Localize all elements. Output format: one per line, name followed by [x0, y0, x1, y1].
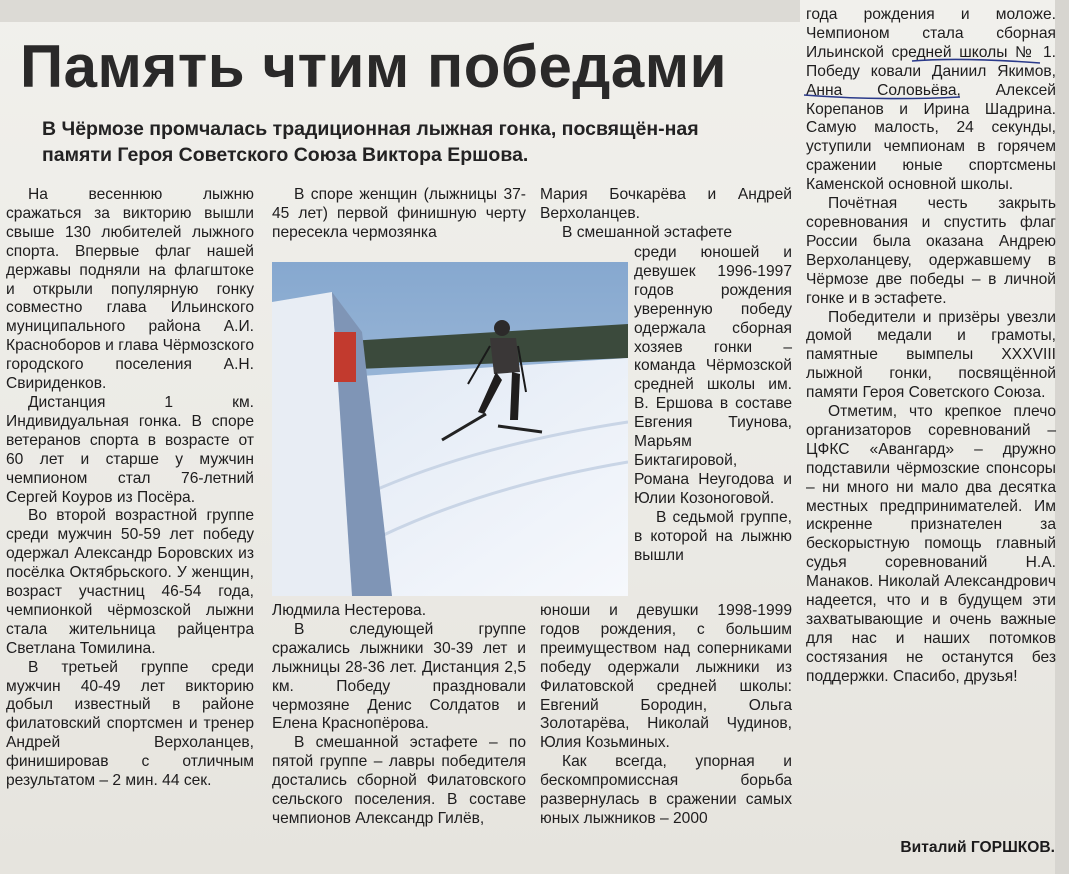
- paragraph: На весеннюю лыжню сражаться за викторию вышли свыше 130 любителей лыжного спорта. Впервые флаг нашей державы подняли на флагштоке и открыли популярную гонку совместно глава Ильинского муниципального района А.И. Красноборов и глава Чёрмозского городского поселения А.Н. Свириденков.: [6, 186, 254, 393]
- paragraph: Мария Бочкарёва и Андрей Верхоланцев.: [540, 186, 792, 222]
- paragraph: В смешанной эстафете: [562, 223, 733, 241]
- paragraph: В следующей группе сражались лыжники 30-39 лет и лыжницы 28-36 лет. Дистанция 2,5 км. Победу праздновали чермозяне Денис Солдатов и Елена Краснопёрова.: [272, 620, 526, 733]
- author-byline: Виталий ГОРШКОВ.: [900, 839, 1055, 856]
- paragraph: Дистанция 1 км. Индивидуальная гонка. В споре ветеранов спорта в возрасте от 60 лет и старше у мужчин чемпионом стал 76-летний Сергей Коуров из Посёра.: [6, 393, 254, 506]
- paragraph: юноши и девушки 1998-1999 годов рождения, с большим преимуществом над соперниками победу одержали лыжники из Филатовской средней школы: Евгений Бородин, Ольга Золотарёва, Николай Чудинов, Юлия Козьминых.: [540, 602, 792, 752]
- column-1: [6, 186, 254, 791]
- paragraph: Почётная честь закрыть соревнования и спустить флаг России была оказана Андрею Верхоланцеву, одержавшему в Чёрмозе две победы – в личной гонке и в эстафете.: [806, 195, 1056, 307]
- paragraph: среди юношей и девушек 1996-1997 годов рождения уверенную победу одержала сборная хозяев гонки – команда Чёрмозской средней школы им. В. Ершова в составе Евгения Тиунова, Марьям Биктагировой, Романа Неугодова и Юлии Козоноговой.: [634, 244, 792, 507]
- paragraph: Победители и призёры увезли домой медали и грамоты, памятные вымпелы XXXVIII лыжной гонки, посвящённой памяти Героя Советского Союза.: [806, 308, 1056, 402]
- scan-edge-right: [1055, 0, 1069, 874]
- column-2-bottom: [272, 602, 526, 829]
- skier-photo: [272, 262, 628, 596]
- paragraph: В споре женщин (лыжницы 37-45 лет) первой финишную черту пересекла чермозянка: [272, 186, 526, 241]
- column-2-top: [272, 186, 526, 243]
- pen-underline-marks: [800, 55, 1060, 105]
- paragraph: В третьей группе среди мужчин 40-49 лет викторию добыл известный в районе филатовский спортсмен и тренер Андрей Верхоланцев, финишировав с отличным результатом – 2 мин. 44 сек.: [6, 658, 254, 790]
- paragraph: В седьмой группе, в которой на лыжню вышли: [634, 508, 792, 564]
- paragraph: Во второй возрастной группе среди мужчин 50-59 лет победу одержал Александр Боровских из посёлка Октябрьского. У женщин, возраст участниц 46-54 года, чемпионкой чёрмозской лыжни стала жительница райцентра Светлана Томилина.: [6, 507, 254, 657]
- skier-illustration: [272, 262, 628, 596]
- scan-edge-top: [0, 0, 800, 22]
- paragraph: Людмила Нестерова.: [272, 602, 427, 619]
- column-3-wrap: [634, 244, 792, 565]
- paragraph: Как всегда, упорная и бескомпромиссная борьба развернулась в сражении самых юных лыжников – 2000: [540, 753, 792, 827]
- paragraph: года рождения и моложе. Чемпионом стала сборная Ильинской средней школы № 1. Победу ковали Даниил Якимов, Анна Соловьёва, Алексей Корепанов и Ирина Шадрина. Самую малость, 24 секунды, уступили чемпионам в горячем сражении юные спортсмены Каменской основной школы.: [806, 6, 1056, 194]
- flag: [334, 332, 356, 382]
- column-4: [806, 6, 1056, 687]
- column-3-top: [540, 186, 792, 243]
- column-3-bottom: [540, 602, 792, 829]
- paragraph: В смешанной эстафете – по пятой группе – лавры победителя достались сборной Филатовского сельского поселения. В составе чемпионов Александр Гилёв,: [272, 734, 526, 827]
- paragraph: Отметим, что крепкое плечо организаторов соревнований – ЦФКС «Авангард» – дружно подставили чёрмозские спонсоры – ни много ни мало два десятка местных предпринимателей. Им искренне признателен за бескорыстную помощь главный судья соревнований Н.А. Манаков. Николай Александрович надеется, что и в будущем эти захватывающие и очень важные для нас и наших потомков состязания не останутся без поддержки. Спасибо, друзья!: [806, 403, 1056, 685]
- headline: Память чтим победами: [20, 33, 728, 100]
- lead-paragraph: В Чёрмозе промчалась традиционная лыжная гонка, посвящён-ная памяти Героя Советского Союза Виктора Ершова.: [42, 118, 699, 166]
